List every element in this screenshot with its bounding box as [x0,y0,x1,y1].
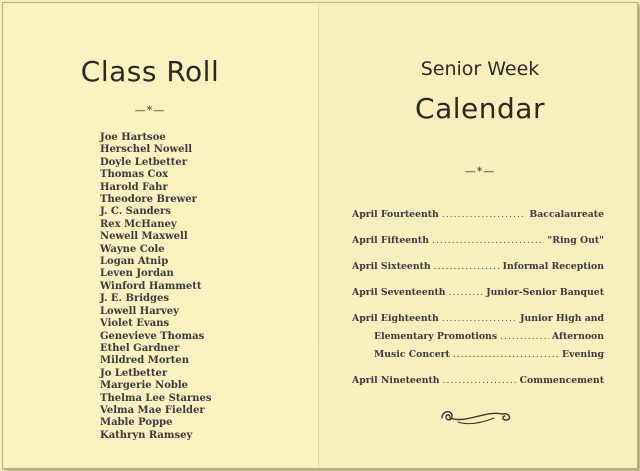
calendar-date: April Eighteenth [352,313,439,324]
calendar-title: Calendar [415,92,545,125]
list-item: J. C. Sanders [100,206,171,218]
list-item: J. E. Bridges [100,293,169,305]
calendar-row [352,287,604,299]
calendar-date: April Fifteenth [352,235,429,246]
list-item: Kathryn Ramsey [100,429,193,441]
right-divider-ornament: —*— [464,165,496,178]
calendar-row [352,235,604,247]
leader-dots [432,235,544,247]
list-item: Logan Atnip [100,256,169,268]
list-item: Velma Mae Fielder [100,404,205,416]
calendar-date: April Fourteenth [352,209,439,220]
list-item: Jo Letbetter [100,367,168,379]
left-divider-ornament: —*— [134,104,166,117]
calendar-row [352,261,604,273]
leader-dots [442,209,527,221]
list-item: Mildred Morten [100,355,190,367]
calendar-row [352,349,604,361]
class-roll-title: Class Roll [80,55,220,88]
list-item: Harold Fahr [100,181,168,193]
calendar-event: Afternoon [551,331,604,342]
list-item: Margerie Noble [100,380,189,392]
calendar-date: April Sixteenth [352,261,431,272]
class-roll-list [100,132,212,442]
calendar-row [352,375,604,387]
calendar-event: Commencement [519,375,604,386]
list-item: Violet Evans [100,318,170,330]
list-item: Thomas Cox [100,169,169,181]
calendar-row [352,313,604,325]
calendar-event: Evening [562,349,604,360]
calendar-event: Junior-Senior Banquet [486,287,604,298]
list-item: Thelma Lee Starnes [100,392,212,404]
list-item: Theodore Brewer [100,194,197,206]
calendar-event: Informal Reception [502,261,604,272]
list-item: Lowell Harvey [100,305,179,317]
calendar-event: Baccalaureate [529,209,604,220]
leader-dots [449,287,484,299]
calendar-row [352,331,604,343]
list-item: Leven Jordan [100,268,174,280]
list-item: Joe Hartsoe [100,132,166,143]
calendar-date: Music Concert [374,349,450,360]
list-item: Rex McHaney [100,218,177,230]
senior-week-title: Senior Week [420,58,540,80]
list-item: Wayne Cole [100,243,165,255]
list-item: Newell Maxwell [100,231,188,243]
calendar-date: April Nineteenth [352,375,440,386]
list-item: Ethel Gardner [100,342,180,354]
list-item: Winford Hammett [100,280,202,292]
list-item: Herschel Nowell [100,144,193,156]
leader-dots [443,375,517,387]
list-item: Doyle Letbetter [100,156,188,168]
leader-dots [434,261,500,273]
leader-dots [500,331,549,343]
list-item: Genevieve Thomas [100,330,205,342]
scroll-flourish-icon [436,402,516,428]
leader-dots [442,313,517,325]
calendar-date: April Seventeenth [352,287,446,298]
calendar-list [352,209,604,387]
calendar-date: Elementary Promotions [374,331,498,342]
calendar-event: "Ring Out" [547,235,604,246]
calendar-row [352,209,604,221]
list-item: Mable Poppe [100,417,173,429]
leader-dots [453,349,559,361]
calendar-event: Junior High and [520,313,604,324]
